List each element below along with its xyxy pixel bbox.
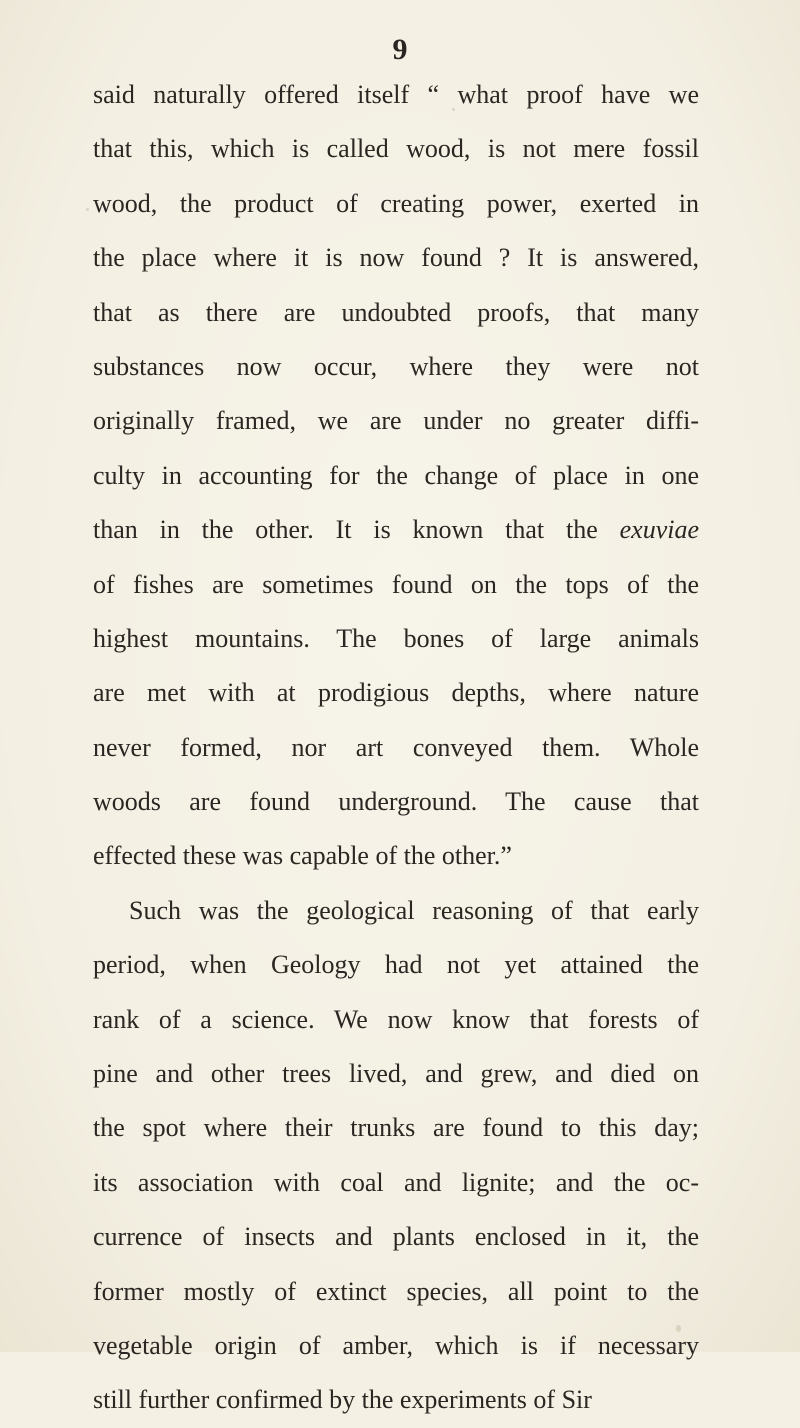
text-line: never formed, nor art conveyed them. Whole — [93, 732, 699, 762]
text-line: its association with coal and lignite; and the oc- — [93, 1167, 699, 1197]
text-segment: than in the other. It is known that the — [93, 515, 620, 545]
text-line: wood, the product of creating power, exerted in — [93, 188, 699, 218]
text-line — [93, 503, 699, 557]
text-line: highest mountains. The bones of large animals — [93, 623, 699, 653]
text-line: former mostly of extinct species, all point to the — [93, 1276, 699, 1306]
text-line: said naturally offered itself “ what proof have we — [93, 80, 699, 109]
paper-speck — [86, 208, 89, 211]
text-line: the spot where their trunks are found to this day; — [93, 1113, 699, 1143]
text-line: substances now occur, where they were not — [93, 351, 699, 381]
text-line: pine and other trees lived, and grew, and died on — [93, 1059, 699, 1089]
body-text — [93, 68, 699, 1428]
text-line: the place where it is now found ? It is answered, — [93, 243, 699, 273]
page-number: 9 — [392, 33, 408, 66]
text-line: culty in accounting for the change of place in one — [93, 460, 699, 490]
text-line: effected these was capable of the other.” — [93, 841, 512, 871]
text-line: woods are found underground. The cause that — [93, 787, 699, 817]
text-line: period, when Geology had not yet attained the — [93, 950, 699, 980]
text-line: currence of insects and plants enclosed in it, the — [93, 1222, 699, 1252]
text-line: that as there are undoubted proofs, that many — [93, 297, 699, 327]
italic-term: exuviae — [619, 515, 699, 545]
text-line: rank of a science. We now know that forests of — [93, 1004, 699, 1034]
text-line: are met with at prodigious depths, where nature — [93, 678, 699, 708]
text-line: that this, which is called wood, is not mere fossil — [93, 134, 699, 164]
text-line: still further confirmed by the experiments of Sir — [93, 1385, 592, 1415]
text-line: Such was the geological reasoning of that early — [129, 895, 699, 925]
text-line: of fishes are sometimes found on the tops of the — [93, 569, 699, 599]
text-line: originally framed, we are under no greater diffi- — [93, 406, 699, 436]
text-line: vegetable origin of amber, which is if necessary — [93, 1330, 699, 1360]
